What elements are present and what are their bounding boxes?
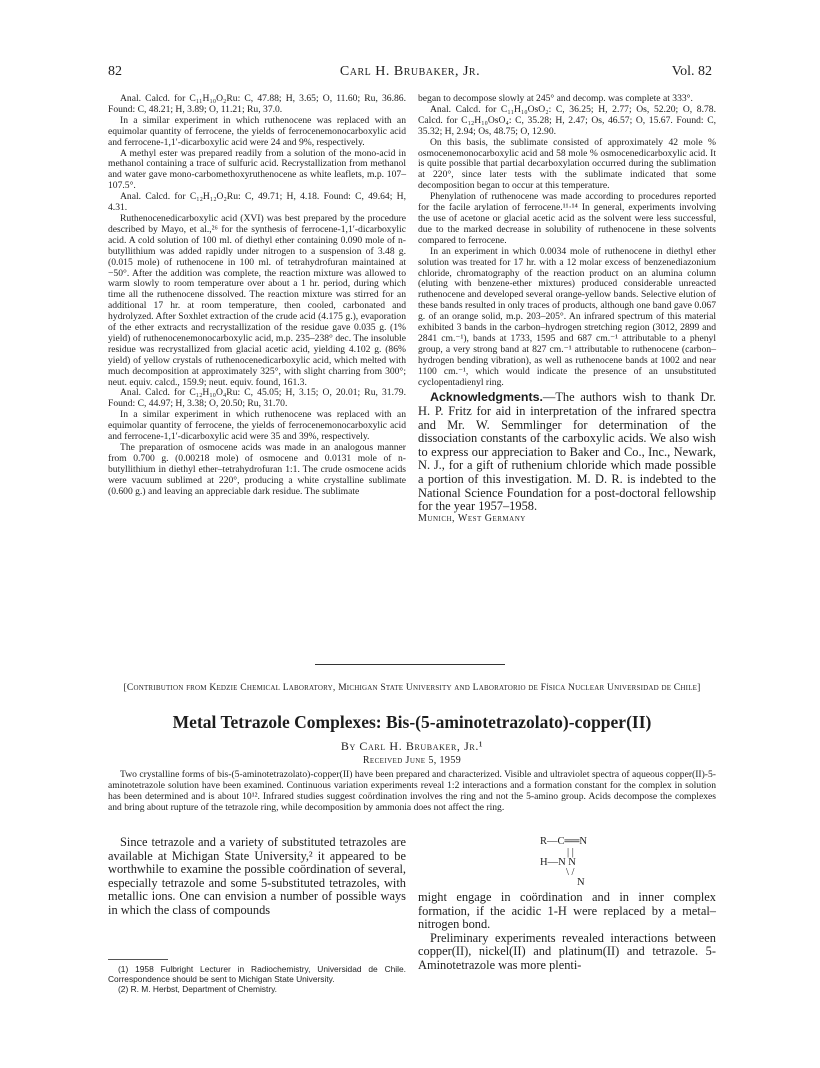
received-date: Received June 5, 1959 [362, 755, 462, 766]
contribution-line: [Contribution from Kedzie Chemical Laboratory, Michigan State University and Laboratorio de Física Nuclear Universidad de Chile] [123, 682, 701, 693]
body-left [108, 836, 406, 918]
page-header [0, 64, 820, 82]
paragraph: In a similar experiment in which ruthenocene was replaced with an equimolar quantity of ferrocene, the yields of ferrocenemonocarboxylic acid and ferrocene-1,1′-dicarboxylic acid were 35 and 39%, respectively. [108, 409, 406, 443]
footnote-rule [108, 959, 168, 960]
tetrazole-structure [540, 836, 620, 886]
paragraph: In a similar experiment in which ruthenocene was replaced with an equimolar quantity of ferrocene, the yields of ferrocenemonocarboxylic acid and ferrocene-1,1′-dicarboxylic acid were 24 and 9%, respectively. [108, 114, 406, 148]
structure-bottom: N [577, 877, 585, 888]
left-column [108, 94, 406, 498]
footnote: (2) R. M. Herbst, Department of Chemistry. [118, 984, 278, 994]
structure-bonds: | | [567, 847, 574, 858]
paragraph: Anal. Calcd. for C₁₂H₁₂O₂Ru: C, 49.71; H, 4.18. Found: C, 49.64; H, 4.31. [108, 191, 406, 214]
footnotes [108, 964, 406, 994]
acknowledgments-text: —The authors wish to thank Dr. H. P. Fritz for aid in interpretation of the infrared spectra and Mr. W. Semmlinger for determination of the dissociation constants of the carboxylic acids. We also wish to express our appreciation to Baker and Co., Inc., Newark, N. J., for a gift of ruthenium chloride which made possible a portion of this investigation. M. D. R. is indebted to the National Science Foundation for a post-doctoral fellowship for the year 1957–1958. [418, 390, 716, 514]
paragraph: began to decompose slowly at 245° and decomp. was complete at 333°. [418, 93, 693, 104]
author-line: By Carl H. Brubaker, Jr.¹ [340, 739, 484, 753]
article-title: Metal Tetrazole Complexes: Bis-(5-aminotetrazolato)-copper(II) [172, 712, 652, 732]
structure-top: R—C══N [540, 836, 587, 847]
paragraph: Preliminary experiments revealed interactions between copper(II), nickel(II) and platinum(II) and tetrazole. 5-Aminotetrazole was more plenti- [418, 930, 716, 972]
paragraph: The preparation of osmocene acids was made in an analogous manner from 0.700 g. (0.00218 mole) of osmocene and 0.0131 mole of n-butyllithium in diethyl ether–tetrahydrofuran 1:1. The crude osmocene acids were vacuum sublimed at 220°, producing a white crystalline sublimate (0.600 g.) and leaving an appreciable dark residue. The sublimate [108, 442, 406, 497]
acknowledgments [418, 391, 716, 513]
location: Munich, West Germany [418, 512, 526, 524]
page-number: 82 [108, 64, 122, 79]
running-title: Carl H. Brubaker, Jr. [339, 64, 481, 79]
acknowledgments-heading: Acknowledgments. [430, 390, 543, 405]
section-divider [315, 664, 505, 665]
paragraph: On this basis, the sublimate consisted of approximately 42 mole % osmocenemonocarboxylic acid and 58 mole % osmocenedicarboxylic acid. It is quite possible that partial decarboxylation occurred during the sublimation at 220°, since later tests with the sublimate indicated that some decomposition began to occur at this temperature. [418, 136, 716, 192]
paragraph: might engage in coördination and in inner complex formation, if the acidic 1-H were replaced by a metal–nitrogen bond. [418, 890, 716, 932]
body-right [418, 891, 716, 973]
paragraph: A methyl ester was prepared readily from a solution of the mono-acid in methanol containing a trace of sulfuric acid. Recrystallization from methanol and water gave mono-carbomethoxyruthenocene as white leaflets, m.p. 107–107.5°. [108, 147, 406, 192]
structure-middle: H—N N [540, 857, 576, 868]
right-column [418, 94, 716, 525]
abstract: Two crystalline forms of bis-(5-aminotetrazolato)-copper(II) have been prepared and characterized. Visible and ultraviolet spectra of aqueous copper(II)-5-aminotetrazole solution have been examined. Continuous variation experiments reveal 1:2 interactions and a formation constant for the complex in solution has been determined and is about 10¹². Infrared studies suggest coördination involves the ring and not the 5-amino group. Acids decompose the complexes and bring about rupture of the tetrazole ring, while decomposition by ammonia does not affect the ring. [108, 769, 716, 813]
structure-diagonal: \ / [566, 867, 575, 878]
paragraph: Ruthenocenedicarboxylic acid (XVI) was best prepared by the procedure described by Mayo, et al.,²⁶ for the synthesis of ferrocene-1,1′-dicarboxylic acid. A cold solution of 100 ml. of diethyl ether containing 0.090 mole of n-butyllithium was added rapidly under nitrogen to a suspension of 3.48 g. (0.015 mole) of ruthenocene in 100 ml. of tetrahydrofuran maintained at −50°. After the addition was complete, the reaction mixture was allowed to warm slowly to room temperature over about a 1 hr. period, during which time all the ruthenocene dissolved. The reaction mixture was stirred for an additional 17 hr. at room temperature, then cooled, carbonated and hydrolyzed. After Soxhlet extraction of the crude acid (4.175 g.), evaporation of the ether extracts and recrystallization of the residue gave 0.035 g. (1% yield) of ruthenocenemonocarboxylic acid, m.p. 235–238° dec. The insoluble residue was recrystallized from glacial acetic acid, yielding 4.102 g. (86% yield) of yellow crystals of ruthenocenedicarboxylic acid, which melted with much decomposition at approximately 325°, with slight charring from 300°; neut. equiv. calcd., 159.9; neut. equiv. found, 161.3. [108, 212, 406, 388]
paragraph: Phenylation of ruthenocene was made according to procedures reported for the facile arylation of ferrocene.¹¹·¹⁴ In general, experiments involving the use of acetone or glacial acetic acid as the solvent were less successful, due to the marked decrease in solubility of ruthenocene in these solvents compared to ferrocene. [418, 191, 716, 246]
paragraph: Since tetrazole and a variety of substituted tetrazoles are available at Michigan State University,² it appeared to be worthwhile to examine the possible coördination of several, especially tetrazole and some 5-substituted tetrazoles, with metallic ions. One can envision a number of possible ways in which the class of compounds [108, 835, 406, 917]
paragraph: Anal. Calcd. for C₁₁H₁₀O₂Ru: C, 47.88; H, 3.65; O, 11.60; Ru, 36.86. Found: C, 48.21; H, 3.89; O, 11.21; Ru, 37.0. [108, 93, 406, 115]
footnote: (1) 1958 Fulbright Lecturer in Radiochemistry, Universidad de Chile. Correspondence should be sent to Michigan State University. [108, 964, 406, 984]
volume-label: Vol. 82 [671, 64, 712, 79]
paragraph: In an experiment in which 0.0034 mole of ruthenocene in diethyl ether solution was treated for 17 hr. with a 12 molar excess of benzenediazonium chloride, chromatography of the reaction product on an alumina column (eluting with benzene-ether mixtures) produced considerable unreacted ruthenocene and developed several orange-yellow bands. Selective elution of these bands resulted in only traces of products, although one band gave 0.067 g. of an orange solid, m.p. 203–205°. An infrared spectrum of this material exhibited 3 bands in the carbon–hydrogen stretching region (3012, 2899 and 2841 cm.⁻¹), bands at 1733, 1595 and 687 cm.⁻¹ attributable to a phenyl group, a very strong band at 827 cm.⁻¹ attributable to ruthenocene (carbon–hydrogen bending vibration), as well as ruthenocene bands at 1002 and near 1100 cm.⁻¹, which would indicate the presence of an unsubstituted cyclopentadienyl ring. [418, 245, 716, 388]
paragraph: Anal. Calcd. for C₁₁H₁₀OsO₂: C, 36.25; H, 2.77; Os, 52.20; O, 8.78. Calcd. for C₁₂H₁₀OsO₄: C, 35.28; H, 2.47; Os, 46.57; O, 15.67. Found: C, 35.32; H, 2.94; Os, 48.75; O, 12.90. [418, 103, 716, 137]
paragraph: Anal. Calcd. for C₁₂H₁₀O₄Ru: C, 45.05; H, 3.15; O, 20.01; Ru, 31.79. Found: C, 44.97; H, 3.38; O, 20.50; Ru, 31.70. [108, 387, 406, 410]
